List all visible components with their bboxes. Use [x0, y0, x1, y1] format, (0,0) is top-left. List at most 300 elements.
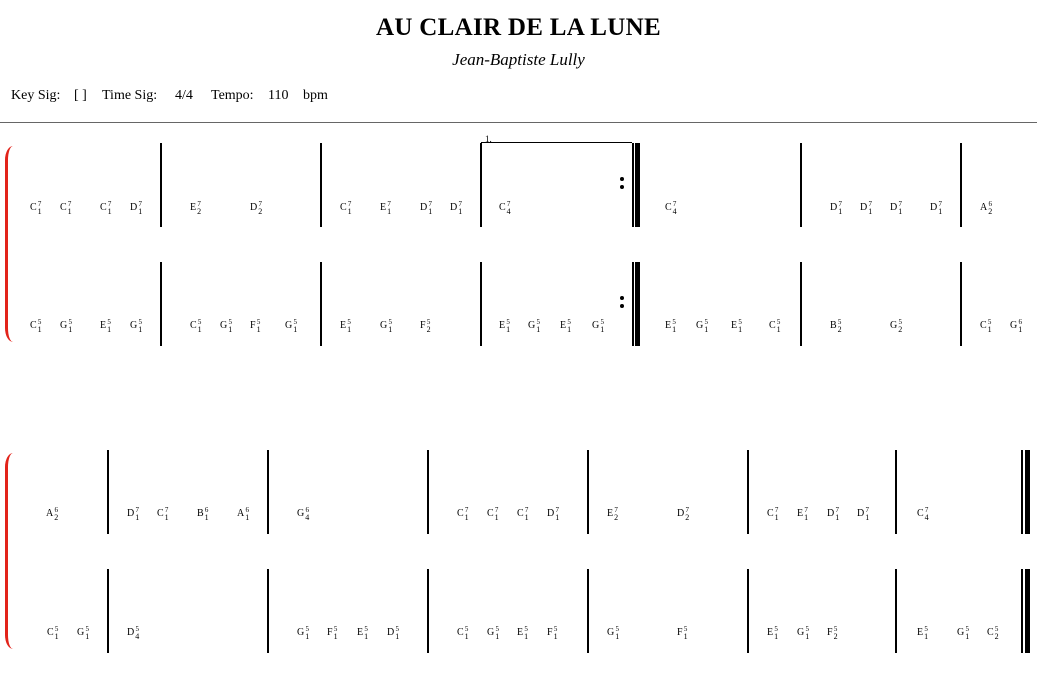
note-symbol — [60, 318, 72, 334]
note-octave: 5 — [738, 318, 742, 326]
note-duration: 2 — [685, 513, 690, 522]
note-duration: 4 — [506, 207, 511, 216]
note-duration: 1 — [555, 513, 560, 522]
note-octave-duration — [55, 625, 59, 641]
repeat-dot — [620, 296, 624, 300]
barline — [800, 262, 802, 346]
note-symbol — [327, 625, 338, 641]
note-duration: 1 — [107, 207, 112, 216]
note-symbol — [607, 625, 619, 641]
note-duration: 1 — [428, 207, 433, 216]
note-octave-duration — [898, 318, 902, 334]
note-octave: 5 — [833, 625, 838, 633]
note-symbol — [665, 318, 676, 334]
note-symbol — [237, 506, 249, 522]
note-symbol — [450, 200, 462, 216]
note-duration: 1 — [464, 632, 469, 641]
note-octave-duration — [458, 200, 462, 216]
note-octave-duration — [135, 625, 139, 641]
note-octave-duration — [898, 200, 902, 216]
note-octave-duration — [507, 200, 511, 216]
note-octave: 5 — [464, 625, 469, 633]
note-letter: E — [357, 627, 364, 638]
note-letter: G — [297, 508, 305, 519]
note-symbol — [357, 625, 368, 641]
note-letter: D — [387, 627, 395, 638]
time-sig-label: Time Sig: — [102, 88, 158, 103]
note-letter: D — [857, 508, 865, 519]
note-duration: 1 — [464, 513, 469, 522]
note-symbol — [30, 200, 42, 216]
note-duration: 1 — [524, 632, 529, 641]
note-duration: 1 — [305, 632, 310, 641]
note-symbol — [380, 200, 391, 216]
note-symbol — [130, 200, 142, 216]
note-octave: 7 — [494, 506, 499, 514]
note-letter: G — [60, 320, 68, 331]
note-octave: 7 — [924, 506, 929, 514]
note-letter: D — [127, 508, 135, 519]
note-letter: C — [517, 508, 524, 519]
note-octave-duration — [347, 318, 351, 334]
note-letter: G — [380, 320, 388, 331]
barline — [747, 569, 749, 653]
note-letter: G — [220, 320, 228, 331]
note-letter: C — [30, 202, 37, 213]
key-sig-label: Key Sig: — [11, 88, 61, 103]
note-octave-duration — [838, 318, 842, 334]
note-octave-duration — [427, 318, 431, 334]
barline — [960, 262, 962, 346]
note-letter: B — [197, 508, 204, 519]
note-symbol — [957, 625, 969, 641]
note-duration: 2 — [898, 325, 903, 334]
note-octave: 5 — [305, 625, 309, 633]
note-symbol — [250, 318, 261, 334]
note-octave-duration — [995, 625, 999, 641]
note-symbol — [767, 506, 779, 522]
barline — [480, 262, 482, 346]
note-octave-duration — [988, 200, 992, 216]
note-octave: 7 — [865, 506, 869, 514]
tempo-label: Tempo: — [211, 88, 254, 103]
note-symbol — [487, 506, 499, 522]
note-octave: 7 — [347, 200, 352, 208]
note-duration: 1 — [387, 207, 392, 216]
note-octave: 6 — [1018, 318, 1022, 326]
note-duration: 1 — [54, 632, 59, 641]
note-duration: 2 — [833, 632, 838, 641]
note-octave: 5 — [293, 318, 297, 326]
note-duration: 1 — [536, 325, 541, 334]
note-duration: 1 — [938, 207, 943, 216]
note-symbol — [30, 318, 42, 334]
note-duration: 4 — [672, 207, 677, 216]
note-octave: 5 — [228, 318, 232, 326]
note-octave: 6 — [54, 506, 58, 514]
note-letter: C — [987, 627, 994, 638]
note-octave-duration — [387, 200, 391, 216]
note-letter: C — [30, 320, 37, 331]
note-duration: 4 — [305, 513, 310, 522]
note-octave-duration — [197, 200, 201, 216]
note-octave-duration — [348, 200, 352, 216]
note-octave-duration — [495, 506, 499, 522]
note-symbol — [297, 625, 309, 641]
note-duration: 2 — [837, 325, 842, 334]
note-octave: 5 — [395, 625, 399, 633]
note-duration: 1 — [395, 632, 400, 641]
time-sig-value: 4/4 — [175, 88, 193, 103]
note-duration: 1 — [865, 513, 870, 522]
note-symbol — [420, 200, 432, 216]
note-duration: 2 — [994, 632, 999, 641]
note-symbol — [917, 625, 928, 641]
note-octave: 5 — [426, 318, 431, 326]
note-duration: 1 — [364, 632, 369, 641]
note-octave: 7 — [838, 200, 842, 208]
note-octave: 7 — [614, 506, 618, 514]
note-octave-duration — [614, 506, 618, 522]
note-duration: 1 — [138, 207, 143, 216]
note-duration: 1 — [85, 632, 90, 641]
note-duration: 1 — [245, 513, 250, 522]
note-duration: 1 — [293, 325, 298, 334]
note-symbol — [127, 625, 139, 641]
note-octave: 7 — [938, 200, 942, 208]
note-octave-duration — [704, 318, 708, 334]
note-letter: G — [528, 320, 536, 331]
repeat-thin-barline — [632, 143, 634, 227]
note-octave-duration — [838, 200, 842, 216]
note-octave: 5 — [536, 318, 540, 326]
note-octave-duration — [364, 625, 368, 641]
note-octave: 5 — [495, 625, 499, 633]
note-octave: 5 — [347, 318, 351, 326]
note-letter: G — [957, 627, 965, 638]
note-symbol — [157, 506, 169, 522]
repeat-thick-barline — [635, 143, 640, 227]
barline — [107, 569, 109, 653]
volta-bracket — [481, 142, 632, 157]
note-octave-duration — [495, 625, 499, 641]
barline — [587, 569, 589, 653]
note-octave: 5 — [553, 625, 558, 633]
note-octave-duration — [465, 506, 469, 522]
note-octave-duration — [428, 200, 432, 216]
note-letter: C — [60, 202, 67, 213]
note-duration: 1 — [228, 325, 233, 334]
note-symbol — [517, 625, 528, 641]
note-octave: 5 — [987, 318, 992, 326]
note-octave-duration — [138, 318, 142, 334]
note-octave-duration — [68, 318, 72, 334]
note-letter: G — [1010, 320, 1018, 331]
note-letter: F — [420, 320, 426, 331]
note-symbol — [387, 625, 399, 641]
note-letter: F — [327, 627, 333, 638]
song-title: AU CLAIR DE LA LUNE — [376, 14, 661, 41]
note-duration: 1 — [458, 207, 463, 216]
note-octave-duration — [107, 318, 111, 334]
note-octave-duration — [988, 318, 992, 334]
note-octave-duration — [68, 200, 72, 216]
note-octave: 5 — [776, 318, 781, 326]
note-symbol — [190, 318, 202, 334]
note-octave: 7 — [428, 200, 432, 208]
note-octave: 7 — [197, 200, 201, 208]
note-letter: C — [340, 202, 347, 213]
note-octave: 7 — [868, 200, 872, 208]
note-symbol — [797, 506, 808, 522]
note-symbol — [857, 506, 869, 522]
note-letter: C — [487, 508, 494, 519]
note-letter: C — [100, 202, 107, 213]
note-duration: 1 — [495, 632, 500, 641]
note-letter: D — [860, 202, 868, 213]
header-divider — [0, 122, 1037, 123]
note-octave-duration — [135, 506, 139, 522]
note-octave: 5 — [256, 318, 261, 326]
tempo-value: 110 — [268, 88, 289, 103]
note-duration: 1 — [776, 325, 781, 334]
note-letter: A — [46, 508, 54, 519]
note-symbol — [250, 200, 262, 216]
note-letter: D — [130, 202, 138, 213]
note-octave-duration — [567, 318, 571, 334]
note-octave-duration — [924, 625, 928, 641]
note-letter: G — [607, 627, 615, 638]
barline — [320, 143, 322, 227]
note-octave-duration — [165, 506, 169, 522]
barline — [160, 143, 162, 227]
note-octave-duration — [388, 318, 392, 334]
note-octave-duration — [738, 318, 742, 334]
note-octave-duration — [245, 506, 249, 522]
note-duration: 1 — [704, 325, 709, 334]
note-octave-duration — [774, 625, 778, 641]
note-octave-duration — [805, 625, 809, 641]
note-octave: 6 — [245, 506, 249, 514]
barline — [427, 450, 429, 534]
note-letter: D — [890, 202, 898, 213]
note-octave: 5 — [388, 318, 392, 326]
system-brace — [5, 453, 13, 649]
repeat-dot — [620, 304, 624, 308]
note-symbol — [130, 318, 142, 334]
note-octave: 5 — [615, 625, 619, 633]
note-duration: 1 — [67, 207, 72, 216]
note-octave: 7 — [107, 200, 112, 208]
note-octave-duration — [775, 506, 779, 522]
note-letter: C — [457, 627, 464, 638]
note-octave: 5 — [683, 625, 688, 633]
note-duration: 2 — [426, 325, 431, 334]
note-letter: E — [797, 508, 804, 519]
note-letter: G — [285, 320, 293, 331]
note-octave: 5 — [107, 318, 111, 326]
note-symbol — [380, 318, 392, 334]
note-letter: G — [77, 627, 85, 638]
note-letter: F — [547, 627, 553, 638]
note-symbol — [592, 318, 604, 334]
note-octave-duration — [85, 625, 89, 641]
note-octave-duration — [395, 625, 399, 641]
note-octave: 7 — [774, 506, 779, 514]
final-thick-barline — [1025, 450, 1030, 534]
note-duration: 1 — [204, 513, 209, 522]
note-octave-duration — [868, 200, 872, 216]
barline — [320, 262, 322, 346]
note-octave: 5 — [135, 625, 139, 633]
note-symbol — [980, 200, 992, 216]
note-symbol — [47, 625, 59, 641]
note-duration: 1 — [506, 325, 511, 334]
note-octave-duration — [865, 506, 869, 522]
note-octave-duration — [835, 506, 839, 522]
note-letter: G — [130, 320, 138, 331]
note-duration: 2 — [197, 207, 202, 216]
note-symbol — [930, 200, 942, 216]
note-symbol — [830, 200, 842, 216]
note-duration: 1 — [388, 325, 393, 334]
note-octave: 6 — [204, 506, 209, 514]
note-symbol — [100, 318, 111, 334]
note-octave: 7 — [506, 200, 511, 208]
note-symbol — [890, 200, 902, 216]
final-thin-barline — [1021, 569, 1023, 653]
note-duration: 1 — [838, 207, 843, 216]
note-duration: 1 — [1018, 325, 1023, 334]
note-letter: E — [190, 202, 197, 213]
note-octave: 7 — [804, 506, 808, 514]
note-octave-duration — [38, 318, 42, 334]
note-duration: 2 — [988, 207, 993, 216]
note-symbol — [127, 506, 139, 522]
note-octave: 5 — [837, 318, 842, 326]
note-duration: 1 — [868, 207, 873, 216]
note-symbol — [547, 625, 558, 641]
note-letter: E — [380, 202, 387, 213]
note-letter: E — [665, 320, 672, 331]
note-octave-duration — [257, 318, 261, 334]
note-letter: B — [830, 320, 837, 331]
note-octave-duration — [554, 625, 558, 641]
note-duration: 1 — [898, 207, 903, 216]
note-octave: 7 — [458, 200, 462, 208]
note-octave: 5 — [85, 625, 89, 633]
note-octave: 5 — [138, 318, 142, 326]
note-letter: D — [127, 627, 135, 638]
note-duration: 2 — [54, 513, 59, 522]
tempo-unit: bpm — [303, 88, 328, 103]
note-octave-duration — [258, 200, 262, 216]
note-octave: 7 — [37, 200, 42, 208]
note-symbol — [890, 318, 902, 334]
volta-number: 1. — [485, 134, 492, 144]
note-symbol — [60, 200, 72, 216]
note-symbol — [77, 625, 89, 641]
note-duration: 1 — [600, 325, 605, 334]
note-letter: C — [499, 202, 506, 213]
note-letter: A — [980, 202, 988, 213]
barline — [160, 262, 162, 346]
note-duration: 1 — [135, 513, 140, 522]
note-octave-duration — [465, 625, 469, 641]
note-symbol — [560, 318, 571, 334]
note-octave-duration — [293, 318, 297, 334]
note-duration: 1 — [965, 632, 970, 641]
note-octave: 5 — [197, 318, 202, 326]
note-octave-duration — [334, 625, 338, 641]
note-letter: C — [665, 202, 672, 213]
note-symbol — [665, 200, 677, 216]
note-duration: 1 — [615, 632, 620, 641]
note-duration: 4 — [135, 632, 140, 641]
note-octave: 7 — [164, 506, 169, 514]
note-octave: 5 — [774, 625, 778, 633]
note-octave-duration — [1018, 318, 1022, 334]
barline — [895, 569, 897, 653]
note-symbol — [457, 625, 469, 641]
note-octave-duration — [925, 506, 929, 522]
note-symbol — [1010, 318, 1022, 334]
note-letter: C — [767, 508, 774, 519]
note-letter: A — [237, 508, 245, 519]
note-duration: 1 — [107, 325, 112, 334]
note-octave: 7 — [464, 506, 469, 514]
note-symbol — [197, 506, 209, 522]
note-symbol — [677, 625, 688, 641]
note-octave: 7 — [672, 200, 677, 208]
note-duration: 1 — [37, 207, 42, 216]
note-octave: 7 — [67, 200, 72, 208]
note-letter: E — [607, 508, 614, 519]
note-duration: 1 — [347, 325, 352, 334]
barline — [747, 450, 749, 534]
note-symbol — [860, 200, 872, 216]
barline — [800, 143, 802, 227]
note-duration: 1 — [805, 632, 810, 641]
note-octave: 5 — [898, 318, 902, 326]
note-octave-duration — [228, 318, 232, 334]
note-octave: 5 — [333, 625, 338, 633]
barline — [427, 569, 429, 653]
note-octave-duration — [138, 200, 142, 216]
note-duration: 1 — [256, 325, 261, 334]
note-symbol — [297, 506, 309, 522]
note-octave-duration — [834, 625, 838, 641]
note-letter: E — [917, 627, 924, 638]
note-symbol — [46, 506, 58, 522]
note-duration: 4 — [924, 513, 929, 522]
note-duration: 1 — [804, 513, 809, 522]
note-duration: 1 — [494, 513, 499, 522]
note-duration: 1 — [347, 207, 352, 216]
note-octave: 5 — [965, 625, 969, 633]
note-duration: 1 — [683, 632, 688, 641]
note-letter: G — [890, 320, 898, 331]
note-letter: C — [47, 627, 54, 638]
note-octave-duration — [804, 506, 808, 522]
note-octave: 5 — [364, 625, 368, 633]
note-letter: D — [547, 508, 555, 519]
note-symbol — [499, 318, 510, 334]
note-symbol — [696, 318, 708, 334]
note-octave-duration — [198, 318, 202, 334]
barline — [895, 450, 897, 534]
note-letter: C — [917, 508, 924, 519]
